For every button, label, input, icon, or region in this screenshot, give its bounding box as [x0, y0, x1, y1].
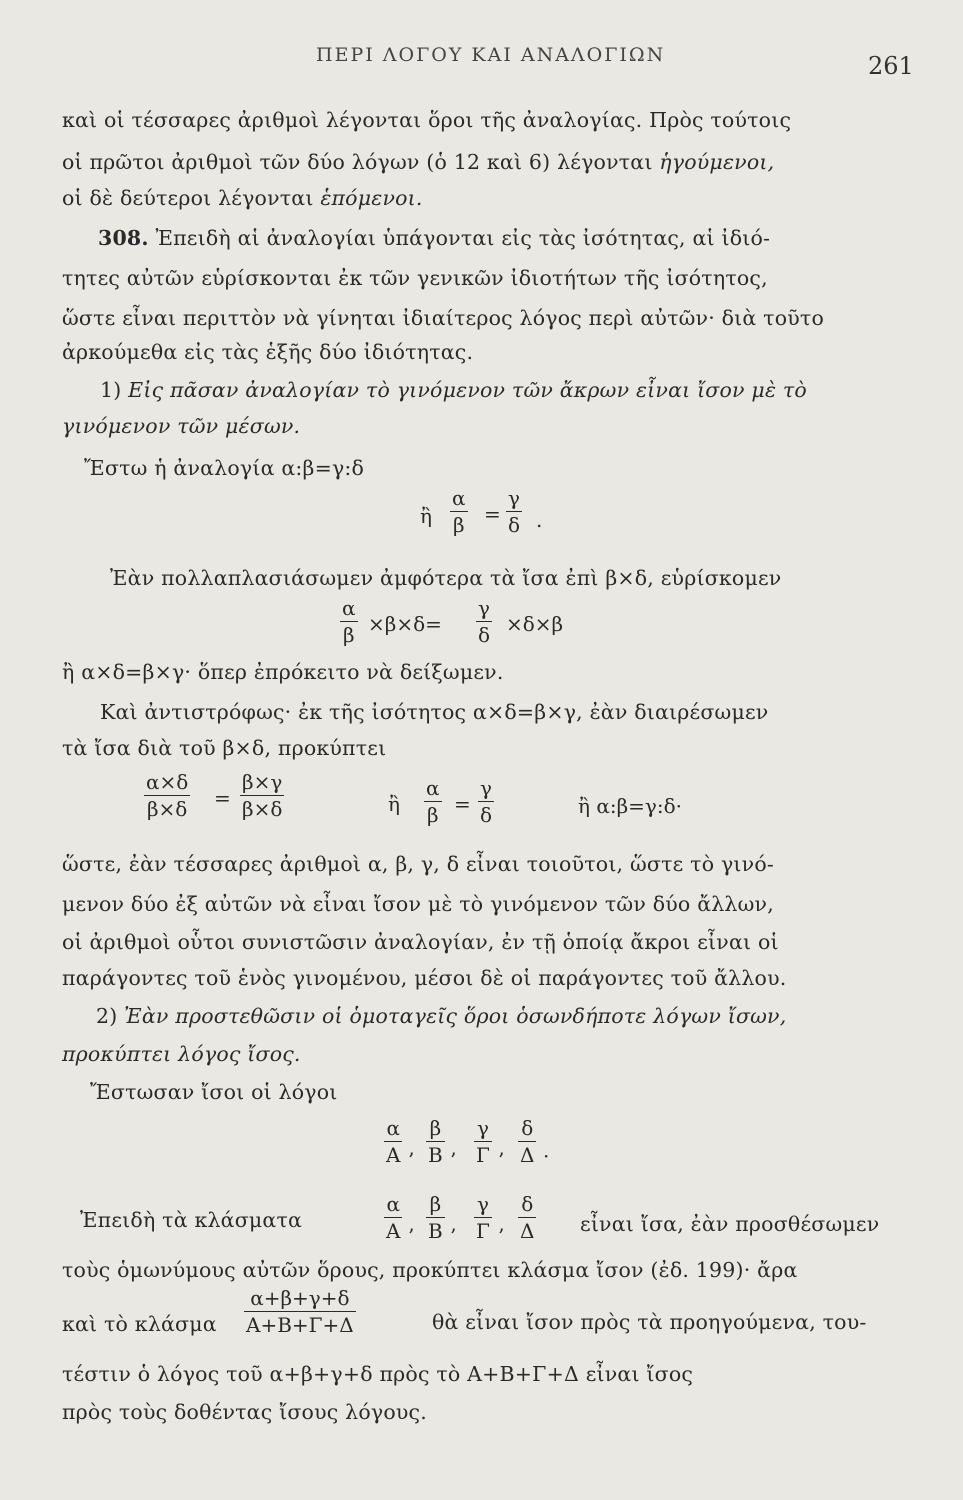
product-expr: ×δ×β	[506, 612, 564, 636]
italic-term: ἑπόμενοι.	[320, 186, 423, 210]
text-line: προκύπτει λόγος ἴσος.	[62, 1042, 301, 1066]
denominator: Δ	[520, 1143, 535, 1167]
fraction	[244, 1288, 356, 1335]
numerator: α+β+γ+δ	[250, 1286, 350, 1310]
text-line: ἀρκούμεθα εἰς τὰς ἑξῆς δύο ἰδιότητας.	[62, 340, 474, 364]
numerator: α	[386, 1116, 400, 1140]
fraction	[506, 488, 522, 535]
text-line: Ἔστωσαν ἴσοι οἱ λόγοι	[90, 1080, 338, 1104]
end-mark: ·	[543, 1144, 550, 1168]
text-line: Ἐὰν πολλαπλασιάσωμεν ἀμφότερα τὰ ἴσα ἐπὶ β×δ, εὑρίσκομεν	[110, 566, 782, 590]
separator: ’	[450, 1148, 457, 1172]
text-span: Ἐπειδὴ αἱ ἀναλογίαι ὑπάγονται εἰς τὰς ἰσότητας, αἱ ἰδιό-	[148, 226, 771, 250]
text-line: τητες αὐτῶν εὑρίσκονται ἐκ τῶν γενικῶν ἰδιοτήτων τῆς ἰσότητος,	[62, 266, 768, 290]
text-line: πρὸς τοὺς δοθέντας ἴσους λόγους.	[62, 1400, 427, 1424]
separator: ’	[498, 1148, 505, 1172]
text-line: ὥστε εἶναι περιττὸν νὰ γίνηται ἰδιαίτερος λόγος περὶ αὐτῶν· διὰ τοῦτο	[62, 306, 824, 330]
text-line	[96, 1004, 786, 1028]
numerator: γ	[478, 596, 490, 620]
numerator: α	[386, 1192, 400, 1216]
theorem-statement: Ἐὰν προστεθῶσιν οἱ ὁμοταγεῖς ὅροι ὁσωνδήποτε λόγων ἴσων,	[124, 1004, 787, 1028]
numerator: β×γ	[242, 770, 283, 794]
text-line: τοὺς ὁμωνύμους αὐτῶν ὅρους, προκύπτει κλάσμα ἴσον (ἐδ. 199)· ἄρα	[62, 1258, 798, 1282]
denominator: δ	[508, 513, 521, 537]
separator: ’	[498, 1224, 505, 1248]
numerator: β	[429, 1116, 442, 1140]
text-line: γινόμενον τῶν μέσων.	[62, 414, 301, 438]
text-line: μενον δύο ἐξ αὐτῶν νὰ εἶναι ἴσον μὲ τὸ γινόμενον τῶν δύο ἄλλων,	[62, 892, 774, 916]
separator: ’	[408, 1148, 415, 1172]
text-line: ἢ α×δ=β×γ· ὅπερ ἐπρόκειτο νὰ δείξωμεν.	[62, 660, 504, 684]
text-span: οἱ δὲ δεύτεροι λέγονται	[62, 186, 321, 210]
numerator: α×δ	[146, 770, 189, 794]
section-number: 308.	[98, 226, 149, 250]
fraction	[424, 778, 442, 825]
italic-term: ἡγούμενοι,	[659, 150, 775, 174]
separator: ’	[408, 1224, 415, 1248]
numerator: β	[429, 1192, 442, 1216]
fraction	[450, 488, 468, 535]
denominator: β×δ	[144, 795, 190, 819]
denominator: Β	[428, 1143, 443, 1167]
text-line: παράγοντες τοῦ ἑνὸς γινομένου, μέσοι δὲ οἱ παράγοντες τοῦ ἄλλου.	[62, 966, 787, 990]
numerator: δ	[521, 1116, 534, 1140]
fraction	[476, 598, 492, 645]
denominator: Γ	[476, 1219, 490, 1243]
product-expr: ×β×δ=	[368, 612, 442, 636]
text-line	[100, 378, 807, 402]
fraction	[384, 1194, 402, 1241]
text-line: Καὶ ἀντιστρόφως· ἐκ τῆς ἰσότητος α×δ=β×γ, ἐὰν διαιρέσωμεν	[100, 700, 769, 724]
text-line: καὶ οἱ τέσσαρες ἀριθμοὶ λέγονται ὅροι τῆς ἀναλογίας. Πρὸς τούτοις	[62, 108, 792, 132]
fraction	[478, 778, 494, 825]
text-line	[98, 226, 770, 250]
numerator: γ	[480, 776, 492, 800]
denominator: β	[340, 621, 358, 645]
fraction	[240, 772, 284, 819]
text-line: Ἔστω ἡ ἀναλογία α:β=γ:δ	[84, 456, 365, 480]
numerator: α	[426, 776, 440, 800]
fraction	[474, 1194, 492, 1241]
text-line: οἱ ἀριθμοὶ οὗτοι συνιστῶσιν ἀναλογίαν, ἐν τῇ ὁποίᾳ ἄκροι εἶναι οἱ	[62, 930, 779, 954]
denominator: Δ	[520, 1219, 535, 1243]
running-title: ΠΕΡΙ ΛΟΓΟΥ ΚΑΙ ΑΝΑΛΟΓΙΩΝ	[316, 44, 666, 66]
text-line	[62, 150, 774, 174]
text-line: καὶ τὸ κλάσμα	[62, 1312, 217, 1336]
text-line: εἶναι ἴσα, ἐὰν προσθέσωμεν	[580, 1212, 880, 1236]
denominator: δ	[478, 623, 491, 647]
text-line: τὰ ἴσα διὰ τοῦ β×δ, προκύπτει	[62, 736, 387, 760]
denominator: Γ	[476, 1143, 490, 1167]
fraction	[518, 1194, 536, 1241]
fraction	[144, 772, 190, 819]
equals-sign: =	[484, 502, 501, 526]
numerator: α	[452, 486, 466, 510]
denominator: Β	[428, 1219, 443, 1243]
eq-eta: ἢ	[388, 792, 400, 816]
text-span: οἱ πρῶτοι ἀριθμοὶ τῶν δύο λόγων (ὁ 12 καὶ 6) λέγονται	[62, 150, 660, 174]
denominator: β	[450, 511, 468, 535]
denominator: β×δ	[242, 797, 283, 821]
text-span: 2)	[96, 1004, 125, 1028]
page-number: 261	[868, 52, 914, 80]
text-line: ὥστε, ἐὰν τέσσαρες ἀριθμοὶ α, β, γ, δ εἶναι τοιοῦτοι, ὥστε τὸ γινό-	[62, 852, 774, 876]
period: .	[536, 508, 543, 532]
equals-sign: =	[454, 792, 471, 816]
fraction	[384, 1118, 402, 1165]
numerator: γ	[476, 1116, 489, 1140]
numerator: γ	[508, 486, 520, 510]
denominator: Α	[386, 1219, 401, 1243]
equals-sign: =	[214, 786, 231, 810]
numerator: δ	[521, 1192, 534, 1216]
fraction	[518, 1118, 536, 1165]
numerator: α	[342, 596, 356, 620]
text-line	[62, 186, 423, 210]
text-line: θὰ εἶναι ἴσον πρὸς τὰ προηγούμενα, του-	[432, 1310, 867, 1334]
fraction	[426, 1194, 445, 1241]
proportion-expr: ἢ α:β=γ:δ·	[578, 794, 682, 818]
numerator: γ	[476, 1192, 489, 1216]
denominator: Α+Β+Γ+Δ	[246, 1313, 354, 1337]
denominator: δ	[480, 803, 493, 827]
fraction	[474, 1118, 492, 1165]
text-line: τέστιν ὁ λόγος τοῦ α+β+γ+δ πρὸς τὸ Α+Β+Γ+Δ εἶναι ἴσος	[62, 1362, 694, 1386]
denominator: Α	[386, 1143, 401, 1167]
fraction	[340, 598, 358, 645]
text-span: 1)	[100, 378, 129, 402]
text-line: Ἐπειδὴ τὰ κλάσματα	[80, 1208, 303, 1232]
denominator: β	[424, 801, 442, 825]
theorem-statement: Εἰς πᾶσαν ἀναλογίαν τὸ γινόμενον τῶν ἄκρων εἶναι ἴσον μὲ τὸ	[128, 378, 807, 402]
eq-eta: ἢ	[420, 504, 432, 528]
separator: ’	[450, 1224, 457, 1248]
fraction	[426, 1118, 445, 1165]
